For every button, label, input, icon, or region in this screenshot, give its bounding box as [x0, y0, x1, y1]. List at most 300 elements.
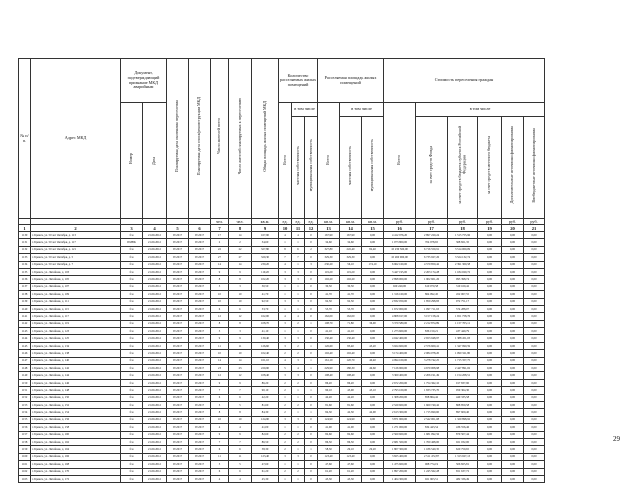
table-row [19, 342, 545, 349]
table-cell-date: 21.09.2012 [143, 357, 167, 364]
table-cell-s: 868 859,58 [448, 401, 478, 408]
table-cell-e: 0,00 [502, 394, 524, 401]
table-cell-e: 0,00 [502, 335, 524, 342]
table-cell-a2: 0,00 [362, 431, 384, 438]
table-cell-doc: ПМВК [121, 239, 143, 246]
table-cell-dem: IV.2017 [189, 232, 211, 239]
col-budget-local-header: за счет средств местного бюджета [478, 117, 502, 219]
table-cell-s: 449 335,58 [448, 394, 478, 401]
table-cell-r2: 9 [229, 431, 252, 438]
table-cell-l: 0,00 [478, 372, 502, 379]
table-cell-area: 41,10 [252, 328, 279, 335]
table-cell-date: 21.09.2012 [143, 387, 167, 394]
table-cell-f: 1 097 711,93 [416, 305, 448, 312]
table-cell-addr: г. Брянск, ул. Литейная, д. 123 [31, 328, 121, 335]
table-cell-a2: 0,00 [362, 298, 384, 305]
table-cell-s: 1 651 758,76 [448, 313, 478, 320]
table-cell-c1: 1 [292, 409, 305, 416]
table-cell-a2: 0,00 [362, 401, 384, 408]
table-cell-date: 21.09.2012 [143, 291, 167, 298]
col-cost-header: Стоимость переселения граждан [384, 59, 545, 103]
table-cell-addr: г. Брянск, ул. Литейная, д. 107 [31, 283, 121, 290]
table-cell-doc: б/н [121, 453, 143, 460]
table-cell-e: 0,00 [502, 401, 524, 408]
table-cell-r1: 12 [211, 372, 229, 379]
table-cell-n: 0,00 [524, 357, 545, 364]
table-cell-a2: 0,00 [362, 394, 384, 401]
table-cell-f: 2 511 472,87 [416, 453, 448, 460]
table-cell-end: IV.2017 [167, 357, 189, 364]
table-cell-n: 0,00 [524, 387, 545, 394]
table-row [19, 387, 545, 394]
table-cell-c1: 2 [292, 379, 305, 386]
table-row [19, 283, 545, 290]
table-cell-s: 1 715 357,75 [448, 357, 478, 364]
table-cell-cost: 3 360 400,00 [384, 372, 416, 379]
table-cell-c2: 0 [305, 461, 318, 468]
table-cell-c1: 1 [292, 239, 305, 246]
table-cell-end: IV.2017 [167, 313, 189, 320]
table-cell-cost: 2 681 500,00 [384, 438, 416, 445]
table-cell-addr: г. Брянск, ул. Литейная, д. 170 [31, 468, 121, 475]
table-cell-r1: 7 [211, 387, 229, 394]
table-cell-s: 319 169,42 [448, 283, 478, 290]
table-cell-doc: б/н [121, 365, 143, 372]
table-cell-f: 3 157 158,24 [416, 313, 448, 320]
table-cell-c1: 2 [292, 350, 305, 357]
table-cell-doc: б/н [121, 320, 143, 327]
table-cell-c1: 1 [292, 283, 305, 290]
table-cell-e: 0,00 [502, 268, 524, 275]
table-cell-c1: 1 [292, 387, 305, 394]
table-cell-dem: IV.2017 [189, 416, 211, 423]
table-cell-cost: 10 260 060,00 [384, 254, 416, 261]
table-cell-dem: IV.2017 [189, 446, 211, 453]
col-count-incl-header: в том числе [292, 103, 318, 117]
table-cell-e: 0,00 [502, 246, 524, 253]
table-cell-r2: 22 [229, 246, 252, 253]
table-cell-e: 0,00 [502, 416, 524, 423]
table-cell-date: 21.09.2012 [143, 438, 167, 445]
table-cell-dem: IV.2017 [189, 475, 211, 482]
table-cell-n: 0,00 [524, 246, 545, 253]
table-cell-a: 92,50 [318, 298, 340, 305]
column-number-cell: 21 [524, 225, 545, 232]
table-cell-doc: б/н [121, 246, 143, 253]
unit-cell: ед. [292, 219, 305, 225]
table-cell-f: 921 963,51 [416, 475, 448, 482]
table-cell-end: IV.2017 [167, 387, 189, 394]
col-area-incl-header: в том числе [340, 103, 384, 117]
unit-cell: кв.м. [252, 219, 279, 225]
table-cell-date: 21.09.2012 [143, 350, 167, 357]
table-cell-area: 61,20 [252, 468, 279, 475]
table-cell-date: 21.09.2012 [143, 372, 167, 379]
table-cell-c: 4 [279, 232, 292, 239]
table-cell-dem: IV.2017 [189, 291, 211, 298]
table-cell-r1: 9 [211, 268, 229, 275]
table-cell-a2: 0,00 [362, 372, 384, 379]
table-cell-addr: г. Брянск, ул. 50 лет Октября, д. 121 [31, 246, 121, 253]
table-cell-c1: 3 [292, 357, 305, 364]
table-cell-dem: IV.2017 [189, 239, 211, 246]
table-row [19, 313, 545, 320]
table-cell-r2: 7 [229, 438, 252, 445]
table-cell-dem: IV.2017 [189, 305, 211, 312]
unit-cell: кв.м. [318, 219, 340, 225]
table-cell-f: 4 570 850,42 [416, 261, 448, 268]
table-cell-addr: г. Брянск, ул. Литейная, д. 146 [31, 379, 121, 386]
table-cell-a: 84,30 [318, 409, 340, 416]
table-cell-r1: 2 [211, 239, 229, 246]
table-cell-l: 0,00 [478, 239, 502, 246]
table-cell-date: 21.09.2012 [143, 320, 167, 327]
table-cell-f: 4 679 008,98 [416, 365, 448, 372]
table-cell-r2: 12 [229, 313, 252, 320]
table-cell-c1: 1 [292, 461, 305, 468]
table-cell-doc: б/н [121, 446, 143, 453]
table-cell-n: 0,00 [524, 453, 545, 460]
table-cell-f: 1 245 562,28 [416, 468, 448, 475]
table-cell-r1: 9 [211, 431, 229, 438]
table-cell-e: 0,00 [502, 446, 524, 453]
table-cell-r2: 10 [229, 298, 252, 305]
table-cell-dem: IV.2017 [189, 320, 211, 327]
table-cell-l: 0,00 [478, 394, 502, 401]
table-cell-e: 0,00 [502, 313, 524, 320]
table-cell-cost: 2 793 100,00 [384, 387, 416, 394]
table-cell-cost: 3 447 195,00 [384, 268, 416, 275]
table-row [19, 350, 545, 357]
table-cell-n: 0,00 [524, 298, 545, 305]
table-cell-no: 1133 [19, 254, 31, 261]
unit-cell: руб. [478, 219, 502, 225]
table-cell-addr: г. Брянск, ул. Литейная, д. 140 [31, 357, 121, 364]
table-cell-r1: 17 [211, 232, 229, 239]
table-cell-end: IV.2017 [167, 416, 189, 423]
table-cell-r2: 12 [229, 372, 252, 379]
table-cell-end: IV.2017 [167, 239, 189, 246]
table-cell-c2: 0 [305, 232, 318, 239]
table-cell-c: 1 [279, 291, 292, 298]
table-cell-r1: 6 [211, 468, 229, 475]
table-cell-end: IV.2017 [167, 261, 189, 268]
col-area-header: Расселяемая площадь жилых помещений [318, 59, 384, 103]
table-row [19, 298, 545, 305]
table-row [19, 276, 545, 283]
table-cell-r1: 22 [211, 246, 229, 253]
table-cell-c1: 1 [292, 305, 305, 312]
table-cell-c: 1 [279, 283, 292, 290]
table-cell-e: 0,00 [502, 379, 524, 386]
table-cell-end: IV.2017 [167, 394, 189, 401]
table-cell-no: 1138 [19, 291, 31, 298]
table-cell-c: 1 [279, 328, 292, 335]
table-cell-a1: 162,00 [340, 313, 362, 320]
table-cell-c: 3 [279, 372, 292, 379]
table-row [19, 453, 545, 460]
table-cell-n: 0,00 [524, 424, 545, 431]
table-cell-area: 92,50 [252, 298, 279, 305]
table-cell-a1: 83,40 [340, 342, 362, 349]
table-cell-e: 0,00 [502, 453, 524, 460]
table-cell-no: 1155 [19, 416, 31, 423]
table-cell-area: 162,00 [252, 313, 279, 320]
table-cell-f: 2 206 191,49 [416, 372, 448, 379]
table-cell-doc: б/н [121, 394, 143, 401]
table-cell-c1: 1 [292, 261, 305, 268]
table-cell-date: 21.09.2012 [143, 416, 167, 423]
table-cell-no: 1163 [19, 475, 31, 482]
table-cell-a: 108,70 [318, 320, 340, 327]
table-cell-no: 1157 [19, 431, 31, 438]
table-cell-cost: 4 994 100,00 [384, 357, 416, 364]
table-cell-area: 123,40 [252, 453, 279, 460]
table-cell-a1: 30,50 [340, 283, 362, 290]
table-cell-c2: 0 [305, 239, 318, 246]
table-row [19, 475, 545, 482]
table-cell-a: 41,00 [318, 424, 340, 431]
table-row [19, 261, 545, 268]
table-cell-c: 1 [279, 305, 292, 312]
table-row [19, 424, 545, 431]
table-cell-no: 1146 [19, 350, 31, 357]
table-cell-end: IV.2017 [167, 424, 189, 431]
table-cell-date: 21.09.2012 [143, 424, 167, 431]
table-cell-area: 102,20 [252, 276, 279, 283]
table-cell-date: 21.09.2012 [143, 461, 167, 468]
table-cell-cost: 1 807 300,00 [384, 446, 416, 453]
table-cell-e: 0,00 [502, 438, 524, 445]
table-cell-n: 0,00 [524, 394, 545, 401]
table-cell-end: IV.2017 [167, 409, 189, 416]
unit-cell: руб. [384, 219, 416, 225]
table-cell-s: 437 449,79 [448, 328, 478, 335]
table-cell-area: 161,10 [252, 357, 279, 364]
column-number-cell: 1 [19, 225, 31, 232]
table-cell-c: 2 [279, 387, 292, 394]
table-cell-addr: г. Брянск, ул. Литейная, д. 109 [31, 291, 121, 298]
table-cell-r2: 8 [229, 409, 252, 416]
table-cell-r1: 8 [211, 276, 229, 283]
table-cell-f: 2 576 609,41 [416, 342, 448, 349]
table-cell-date: 21.09.2012 [143, 379, 167, 386]
table-cell-area: 53,70 [252, 305, 279, 312]
table-cell-a1: 29,10 [340, 446, 362, 453]
table-cell-c: 3 [279, 276, 292, 283]
table-cell-r2: 10 [229, 416, 252, 423]
table-cell-c1: 3 [292, 372, 305, 379]
col-address-header: Адрес МКД [31, 59, 121, 219]
table-cell-area: 327,80 [252, 246, 279, 253]
table-cell-r2: 6 [229, 468, 252, 475]
table-cell-end: IV.2017 [167, 305, 189, 312]
unit-cell: чел. [211, 219, 229, 225]
table-cell-a1: 53,70 [340, 305, 362, 312]
table-cell-c2: 0 [305, 254, 318, 261]
table-cell-end: IV.2017 [167, 283, 189, 290]
table-cell-addr: г. Брянск, ул. Литейная, д. 119 [31, 320, 121, 327]
table-cell-c1: 6 [292, 246, 305, 253]
table-cell-addr: г. Брянск, ул. 50 лет Октября, д. 117 [31, 239, 121, 246]
table-cell-a: 119,20 [318, 268, 340, 275]
table-row [19, 394, 545, 401]
table-cell-no: 1142 [19, 320, 31, 327]
table-cell-c2: 0 [305, 291, 318, 298]
table-cell-end: IV.2017 [167, 446, 189, 453]
table-cell-r2: 9 [229, 268, 252, 275]
table-cell-c: 3 [279, 453, 292, 460]
col-count-private-header: частная собственность [292, 117, 305, 219]
table-cell-s: 1 184 020,72 [448, 268, 478, 275]
table-cell-s: 921 032,00 [448, 438, 478, 445]
table-cell-end: IV.2017 [167, 461, 189, 468]
table-cell-c: 4 [279, 313, 292, 320]
table-cell-doc: б/н [121, 350, 143, 357]
table-cell-c: 8 [279, 246, 292, 253]
table-cell-a: 90,10 [318, 387, 340, 394]
table-cell-no: 1147 [19, 357, 31, 364]
table-row [19, 446, 545, 453]
table-cell-end: IV.2017 [167, 246, 189, 253]
table-cell-a1: 41,10 [340, 328, 362, 335]
table-cell-area: 47,60 [252, 461, 279, 468]
table-cell-s: 651 637,72 [448, 468, 478, 475]
column-number-cell: 5 [167, 225, 189, 232]
table-cell-a2: 0,00 [362, 424, 384, 431]
table-cell-r1: 10 [211, 298, 229, 305]
table-cell-dem: IV.2017 [189, 276, 211, 283]
table-cell-r2: 23 [229, 365, 252, 372]
table-cell-end: IV.2017 [167, 268, 189, 275]
table-cell-s: 3 524 132,74 [448, 254, 478, 261]
table-cell-cost: 1 475 600,00 [384, 461, 416, 468]
table-cell-c: 2 [279, 409, 292, 416]
col-area-total-header: Всего [318, 103, 340, 219]
table-cell-r2: 4 [229, 475, 252, 482]
table-cell-date: 21.09.2012 [143, 394, 167, 401]
table-cell-a1: 41,70 [340, 291, 362, 298]
table-cell-r1: 10 [211, 350, 229, 357]
table-cell-c1: 1 [292, 446, 305, 453]
table-cell-a1: 119,20 [340, 268, 362, 275]
table-cell-area: 119,20 [252, 268, 279, 275]
table-cell-r1: 7 [211, 438, 229, 445]
table-cell-a2: 0,00 [362, 313, 384, 320]
table-cell-a2: 40,40 [362, 357, 384, 364]
table-cell-no: 1154 [19, 409, 31, 416]
column-number-cell: 13 [318, 225, 340, 232]
table-cell-c2: 0 [305, 416, 318, 423]
table-cell-l: 0,00 [478, 232, 502, 239]
table-cell-f: 858 864,42 [416, 394, 448, 401]
table-cell-a2: 0,00 [362, 461, 384, 468]
table-cell-s: 1 313 927,13 [448, 453, 478, 460]
table-cell-e: 0,00 [502, 320, 524, 327]
table-cell-doc: б/н [121, 387, 143, 394]
table-cell-c: 3 [279, 298, 292, 305]
table-cell-dem: IV.2017 [189, 379, 211, 386]
table-cell-r1: 10 [211, 416, 229, 423]
col-area-municipal-header: муниципальная собственность [362, 117, 384, 219]
table-cell-end: IV.2017 [167, 291, 189, 298]
table-cell-addr: г. Брянск, ул. 50 лет Октября, д. 5 [31, 254, 121, 261]
table-cell-date: 21.09.2012 [143, 446, 167, 453]
table-cell-c2: 0 [305, 283, 318, 290]
table-cell-addr: г. Брянск, ул. Литейная, д. 134 [31, 342, 121, 349]
table-cell-r1: 11 [211, 342, 229, 349]
table-cell-area: 41,00 [252, 424, 279, 431]
table-cell-a: 229,90 [318, 365, 340, 372]
table-cell-area: 45,30 [252, 475, 279, 482]
table-cell-dem: IV.2017 [189, 268, 211, 275]
table-cell-a2: 36,90 [362, 320, 384, 327]
table-cell-area: 30,50 [252, 283, 279, 290]
table-cell-end: IV.2017 [167, 372, 189, 379]
table-cell-l: 0,00 [478, 475, 502, 482]
table-row [19, 438, 545, 445]
table-cell-dem: IV.2017 [189, 313, 211, 320]
table-cell-f: 1 186 540,35 [416, 446, 448, 453]
table-cell-c1: 7 [292, 254, 305, 261]
table-cell-c2: 0 [305, 328, 318, 335]
table-cell-s: 917 837,90 [448, 379, 478, 386]
table-cell-a1: 81,60 [340, 401, 362, 408]
table-cell-c1: 2 [292, 431, 305, 438]
table-cell-cost: 4 412 976,20 [384, 232, 416, 239]
column-number-cell: 15 [362, 225, 384, 232]
table-cell-c2: 0 [305, 475, 318, 482]
table-cell-c: 7 [279, 254, 292, 261]
table-cell-doc: б/н [121, 416, 143, 423]
table-cell-f: 2 897 220,24 [416, 232, 448, 239]
table-cell-a: 61,20 [318, 468, 340, 475]
table-cell-n: 0,00 [524, 365, 545, 372]
table-cell-n: 0,00 [524, 350, 545, 357]
table-cell-area: 34,60 [252, 239, 279, 246]
table-cell-a2: 174,10 [362, 261, 384, 268]
table-cell-a2: 0,00 [362, 379, 384, 386]
column-number-cell: 8 [229, 225, 252, 232]
table-cell-a: 329,30 [318, 254, 340, 261]
table-cell-c1: 3 [292, 268, 305, 275]
table-cell-c: 4 [279, 357, 292, 364]
col-doc-date-header: Дата [143, 103, 167, 219]
table-cell-area: 126,60 [252, 342, 279, 349]
table-cell-date: 21.09.2012 [143, 335, 167, 342]
table-cell-addr: г. Брянск, ул. Литейная, д. 148 [31, 387, 121, 394]
table-cell-c: 2 [279, 431, 292, 438]
unit-cell: чел. [229, 219, 252, 225]
table-cell-area: 84,30 [252, 409, 279, 416]
table-row [19, 291, 545, 298]
table-cell-c1: 3 [292, 453, 305, 460]
table-cell-n: 0,00 [524, 313, 545, 320]
table-cell-s: 1 388 451,03 [448, 335, 478, 342]
table-cell-doc: б/н [121, 291, 143, 298]
table-cell-a: 108,40 [318, 372, 340, 379]
table-cell-addr: г. Брянск, ул. Литейная, д. 142 [31, 365, 121, 372]
table-cell-addr: г. Брянск, ул. Литейная, д. 115 [31, 305, 121, 312]
col-doc-number-header: Номер [121, 103, 143, 219]
table-cell-c1: 2 [292, 468, 305, 475]
table-cell-r1: 3 [211, 328, 229, 335]
table-cell-c1: 2 [292, 320, 305, 327]
table-cell-a2: 43,20 [362, 342, 384, 349]
table-cell-a1: 329,30 [340, 254, 362, 261]
table-cell-no: 1160 [19, 453, 31, 460]
table-cell-cost: 1 308 200,00 [384, 394, 416, 401]
